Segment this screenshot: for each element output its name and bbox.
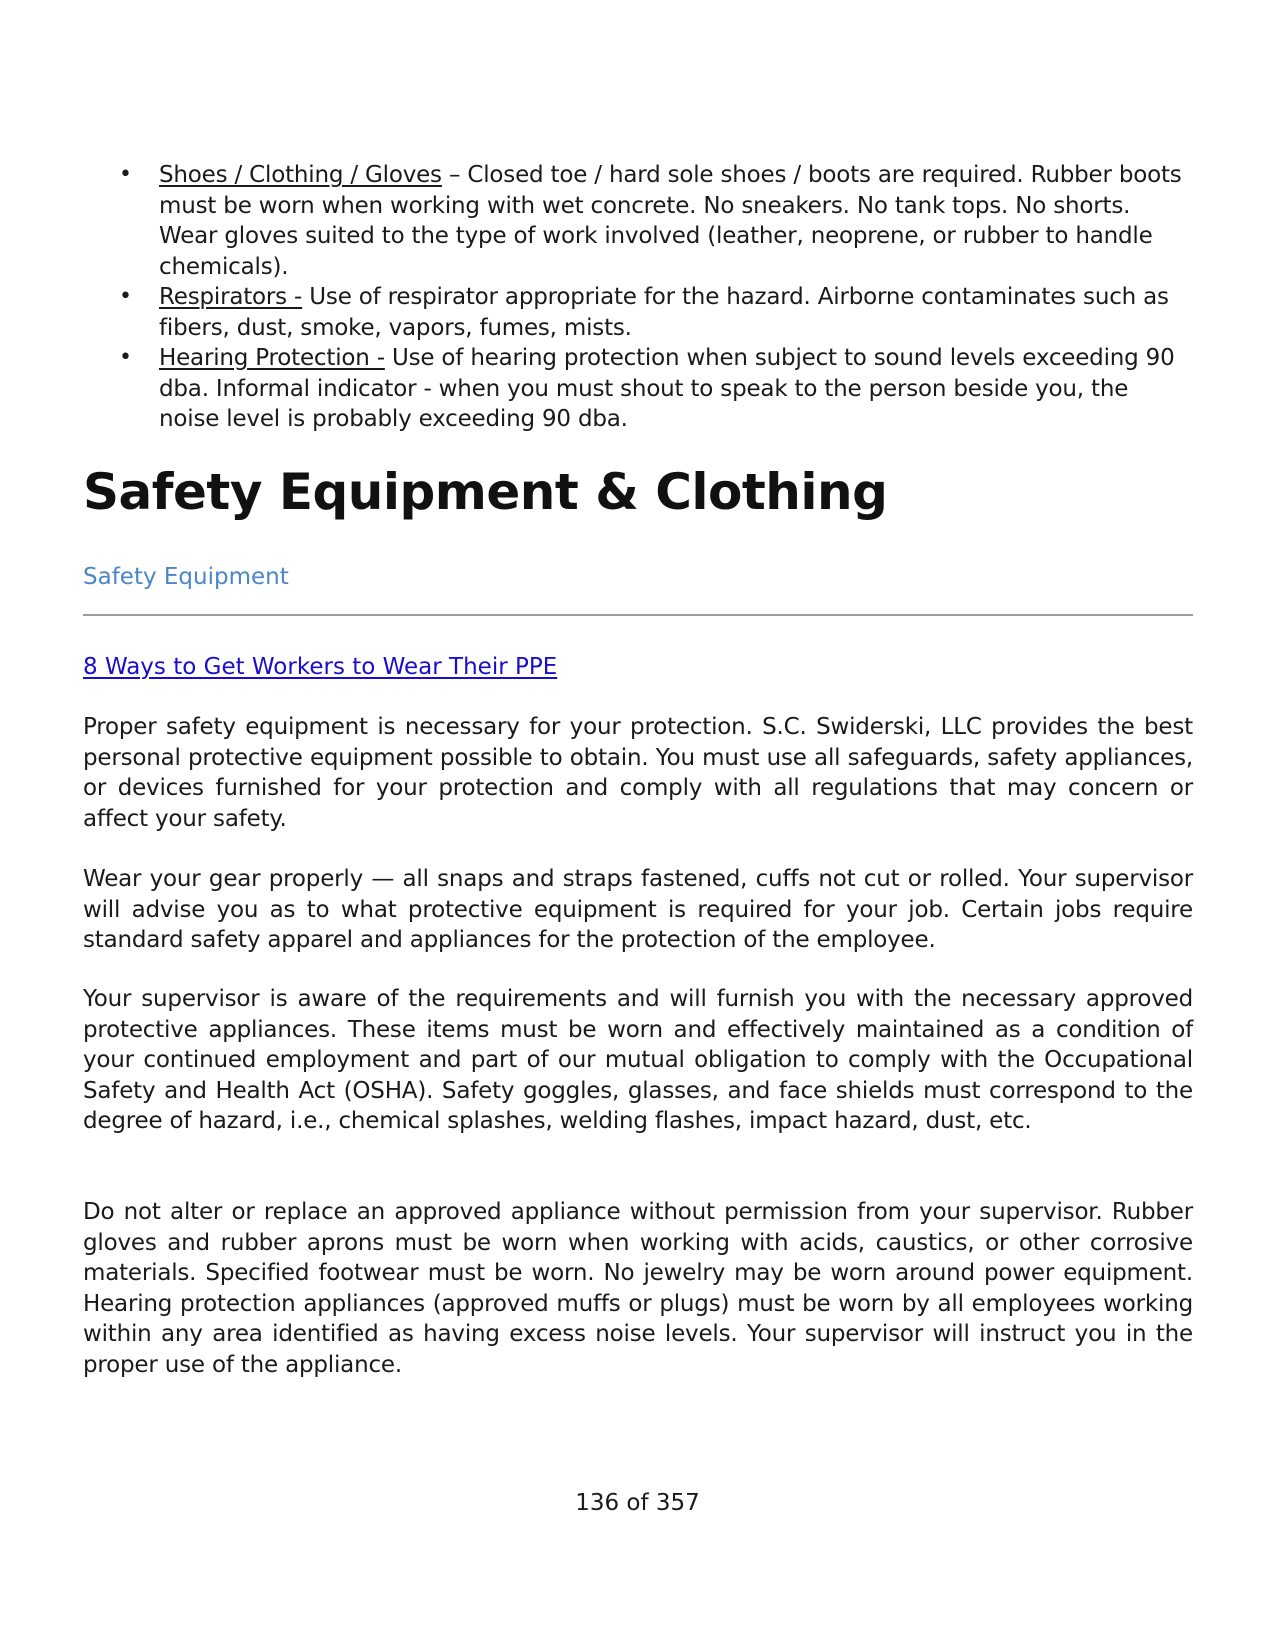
- bullet-term: Respirators -: [159, 284, 303, 310]
- bullet-icon: •: [119, 345, 132, 370]
- bullet-term: Shoes / Clothing / Gloves: [159, 162, 442, 188]
- body-paragraph: Do not alter or replace an approved appliance without permission from your supervisor. Rubber gloves and rubber aprons must be worn when working with acids, caustics, or other corrosive materials. Specified footwear must be worn. No jewelry may be worn around power equipment. Hearing protection appliances (approved muffs or plugs) must be worn by all employees working within any area identified as having excess noise levels. Your supervisor will instruct you in the proper use of the appliance.: [83, 1199, 1193, 1378]
- body-paragraph: Your supervisor is aware of the requirements and will furnish you with the necessary approved protective appliances. These items must be worn and effectively maintained as a condition of your continued employment and part of our mutual obligation to comply with the Occupational Safety and Health Act (OSHA). Safety goggles, glasses, and face shields must correspond to the degree of hazard, i.e., chemical splashes, welding flashes, impact hazard, dust, etc.: [83, 986, 1193, 1134]
- body-paragraph: Proper safety equipment is necessary for your protection. S.C. Swiderski, LLC provides the best personal protective equipment possible to obtain. You must use all safeguards, safety appliances, or devices furnished for your protection and comply with all regulations that may concern or affect your safety.: [83, 714, 1193, 832]
- bullet-text: – Closed toe / hard sole shoes / boots are required. Rubber boots must be worn when working with wet concrete. No sneakers. No tank tops. No shorts. Wear gloves suited to the type of work involved (leather, neoprene, or rubber to handle chemicals).: [159, 162, 1182, 280]
- ppe-bullet-list: [115, 160, 1195, 435]
- bullet-item-hearing-protection: [115, 343, 1195, 435]
- bullet-icon: •: [119, 284, 132, 309]
- bullet-item-respirators: [115, 282, 1195, 343]
- bullet-item-shoes-clothing-gloves: [115, 160, 1195, 282]
- subsection-heading: Safety Equipment: [83, 564, 289, 590]
- bullet-icon: •: [119, 162, 132, 187]
- bullet-term: Hearing Protection -: [159, 345, 385, 371]
- ppe-article-link[interactable]: 8 Ways to Get Workers to Wear Their PPE: [83, 654, 558, 680]
- page-number: 136 of 357: [575, 1490, 700, 1516]
- horizontal-divider: [83, 614, 1193, 616]
- body-paragraph: Wear your gear properly — all snaps and straps fastened, cuffs not cut or rolled. Your supervisor will advise you as to what protective equipment is required for your job. Certain jobs require standard safety apparel and appliances for the protection of the employee.: [83, 866, 1193, 953]
- bullet-text: Use of respirator appropriate for the hazard. Airborne contaminates such as fibers, dust, smoke, vapors, fumes, mists.: [159, 284, 1169, 341]
- bullet-text: Use of hearing protection when subject to sound levels exceeding 90 dba. Informal indicator - when you must shout to speak to the person beside you, the noise level is probably exceeding 90 dba.: [159, 345, 1175, 432]
- section-heading: Safety Equipment & Clothing: [83, 463, 888, 521]
